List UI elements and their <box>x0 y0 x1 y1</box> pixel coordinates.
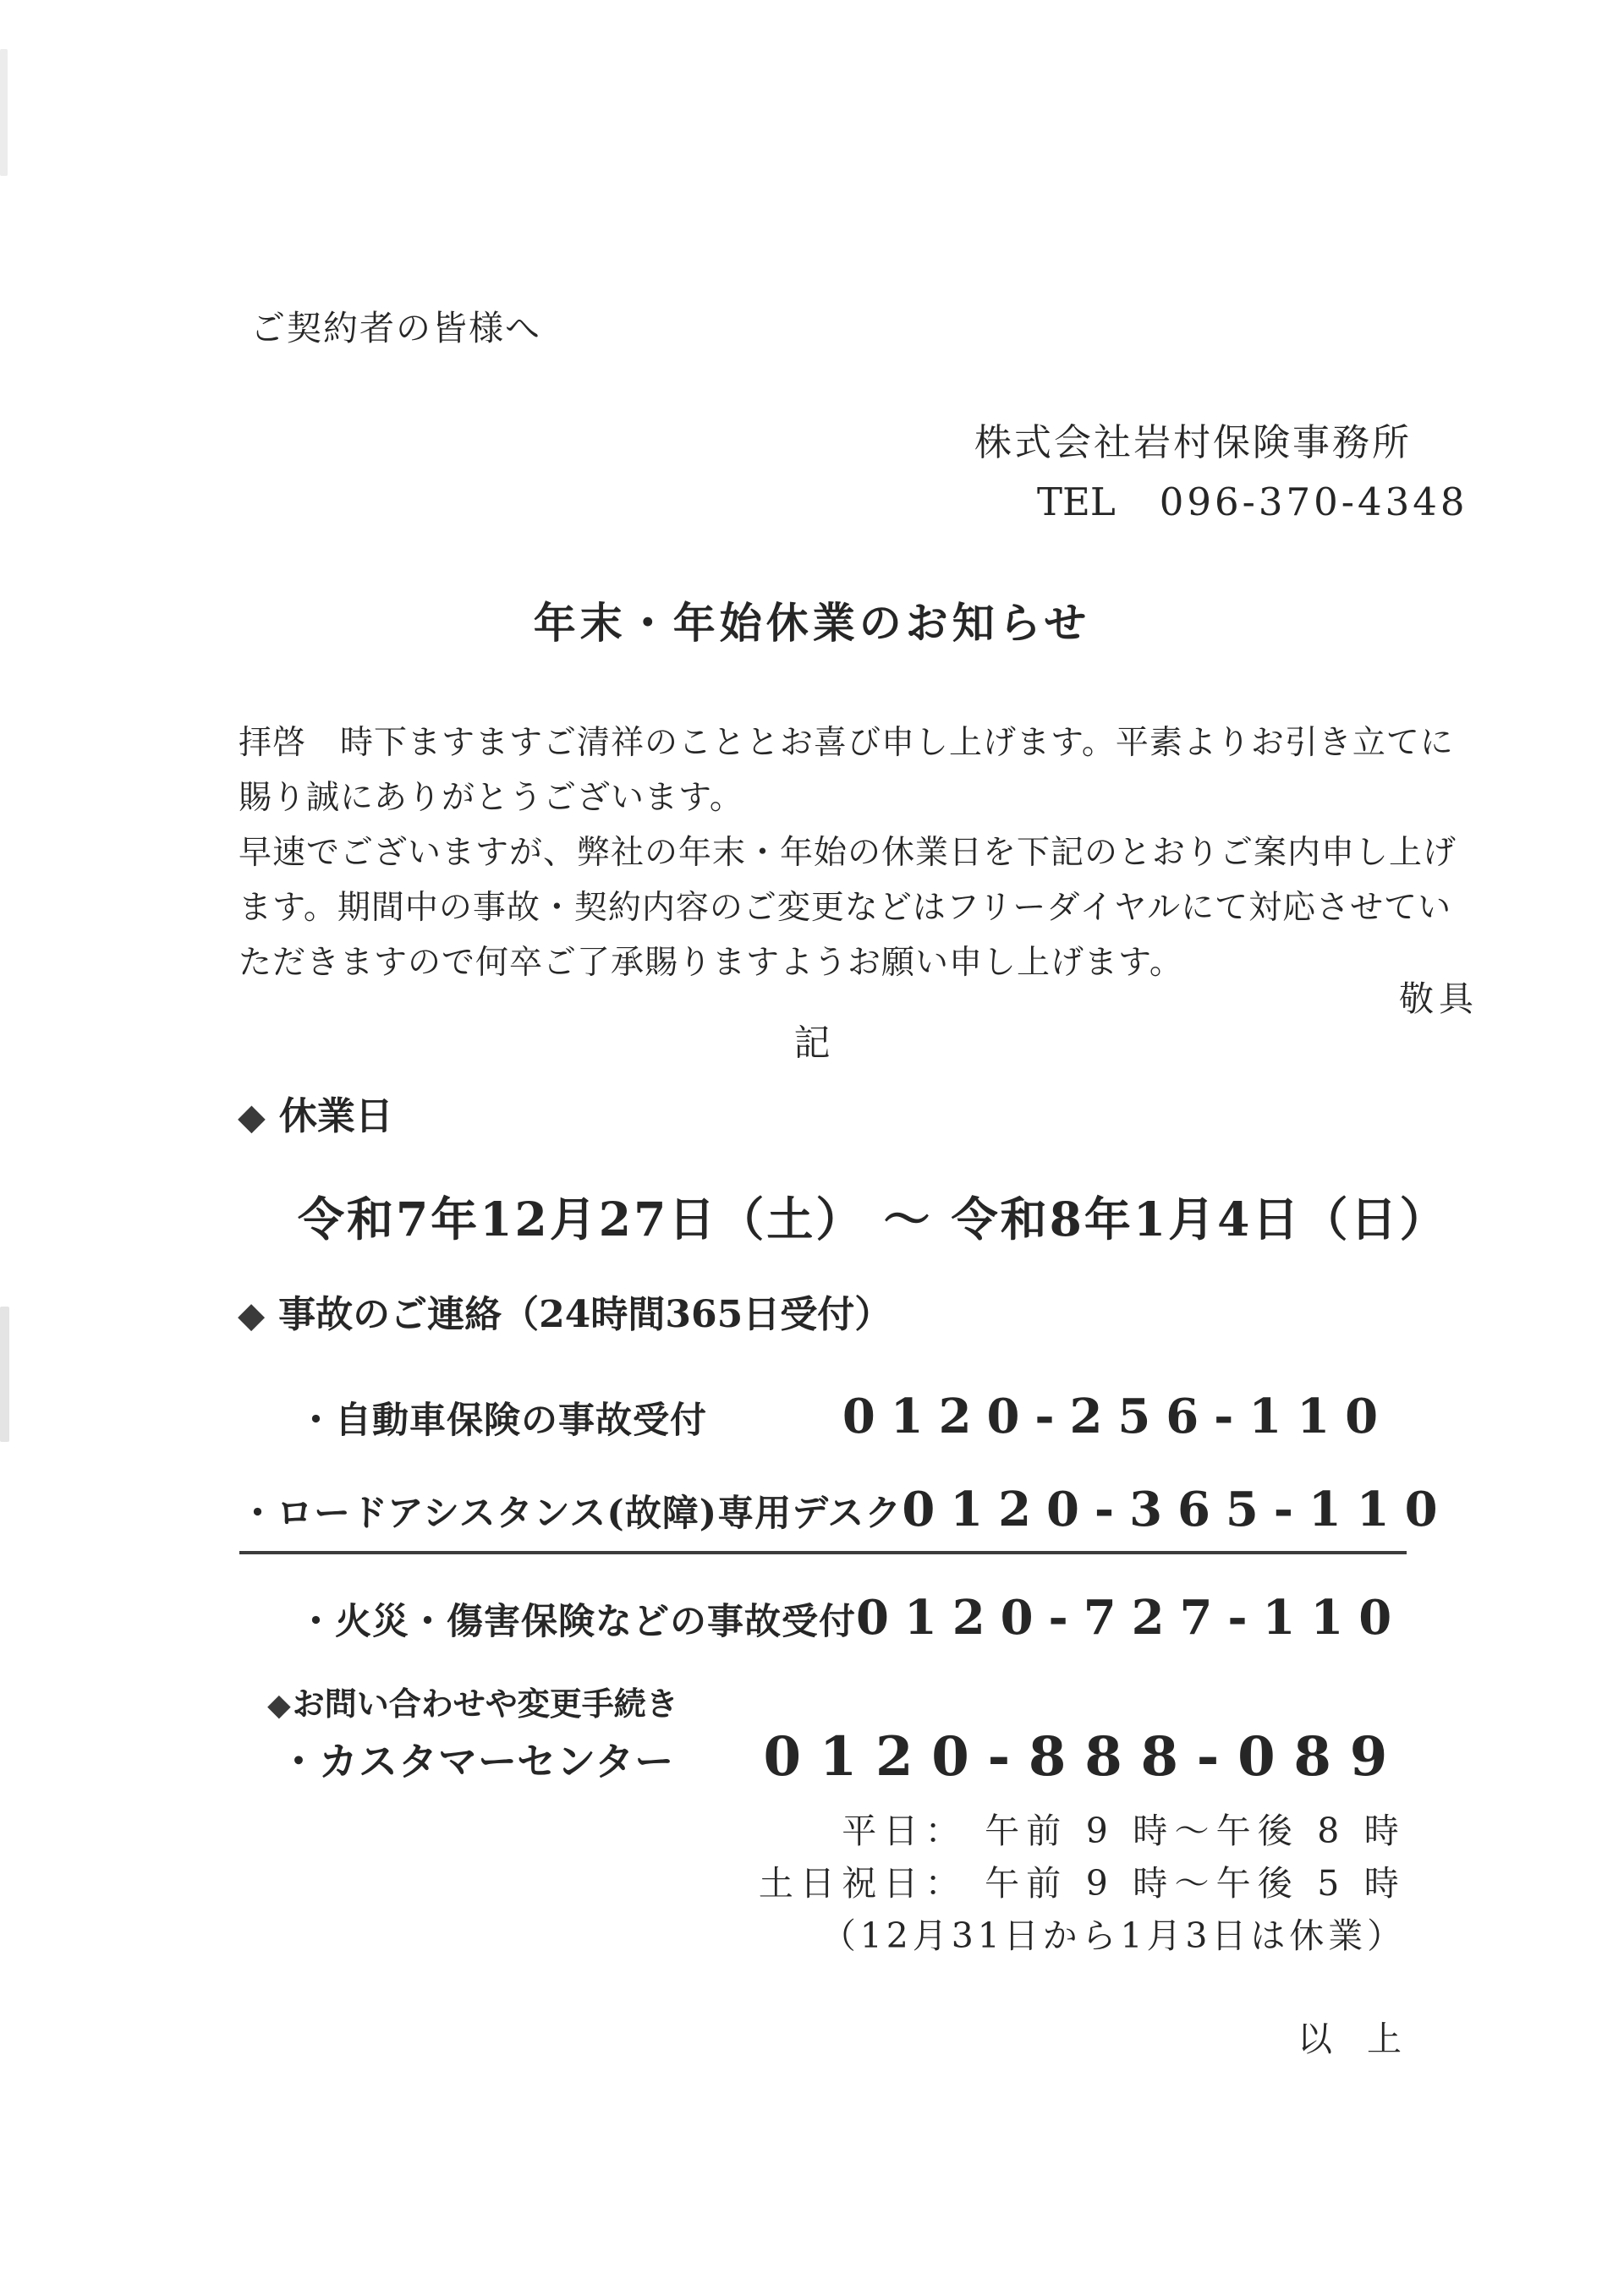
section-heading-inquiry <box>267 1678 678 1724</box>
tel-number: 096-370-4348 <box>1159 479 1468 524</box>
diamond-icon: ◆ <box>238 1096 266 1138</box>
contact-phone-number: 0120-888-089 <box>763 1725 1406 1789</box>
scan-artifact <box>0 49 8 176</box>
company-name: 株式会社岩村保険事務所 <box>974 421 1412 464</box>
contact-row-customer-center <box>279 1725 1406 1789</box>
accident-heading-text: 事故のご連絡（24時間365日受付） <box>278 1293 892 1336</box>
greeting-paragraph <box>239 715 1457 990</box>
contact-label: ・火災・傷害保険などの事故受付 <box>298 1601 856 1643</box>
section-heading-holiday <box>238 1085 393 1140</box>
contact-phone-number: 0120-365-110 <box>902 1482 1453 1537</box>
holiday-heading-text: 休業日 <box>278 1093 393 1138</box>
contact-phone-number: 0120-727-110 <box>856 1590 1407 1646</box>
hours-note: （12月31日から1月3日は休業） <box>820 1915 1406 1956</box>
record-mark: 記 <box>793 1022 831 1065</box>
closing-word: 敬具 <box>1399 978 1479 1019</box>
contact-label: ・自動車保険の事故受付 <box>298 1400 707 1442</box>
contact-row-auto-insurance <box>298 1389 1393 1444</box>
diamond-icon: ◆ <box>267 1686 291 1723</box>
greeting-line: 賜り誠にありがとうございます。 <box>239 779 743 817</box>
end-mark: 以 上 <box>1298 2019 1402 2059</box>
tel-line <box>1037 479 1468 524</box>
greeting-line: ます。期間中の事故・契約内容のご変更などはフリーダイヤルにて対応させてい <box>239 889 1452 927</box>
contact-phone-number: 0120-256-110 <box>842 1389 1393 1444</box>
holiday-period: 令和7年12月27日（土） ～ 令和8年1月4日（日） <box>298 1192 1449 1247</box>
hours-weekend: 土日祝日： 午前 9 時～午後 5 時 <box>758 1863 1406 1904</box>
tel-label: TEL <box>1037 479 1116 524</box>
inquiry-heading-text: お問い合わせや変更手続き <box>292 1685 678 1723</box>
contact-row-road-assistance <box>239 1482 1453 1554</box>
contact-label: ・カスタマーセンター <box>279 1739 675 1784</box>
diamond-icon: ◆ <box>238 1294 266 1335</box>
scan-artifact <box>0 1307 9 1442</box>
greeting-line: ただきますので何卒ご了承賜りますようお願い申し上げます。 <box>239 944 1183 982</box>
contact-row-fire-injury <box>298 1590 1407 1646</box>
business-hours-block <box>759 1805 1406 1962</box>
contact-label: ・ロードアシスタンス(故障)専用デスク <box>239 1493 903 1535</box>
hours-weekday: 平日： 午前 9 時～午後 8 時 <box>842 1811 1406 1851</box>
greeting-line: 早速でございますが、弊社の年末・年始の休業日を下記のとおりご案内申し上げ <box>239 834 1457 872</box>
page-title: 年末・年始休業のお知らせ <box>533 598 1091 648</box>
greeting-line: 拝啓 時下ますますご清祥のこととお喜び申し上げます。平素よりお引き立てに <box>239 724 1454 762</box>
recipient-line: ご契約者の皆様へ <box>250 308 541 348</box>
section-heading-accident <box>238 1284 892 1338</box>
